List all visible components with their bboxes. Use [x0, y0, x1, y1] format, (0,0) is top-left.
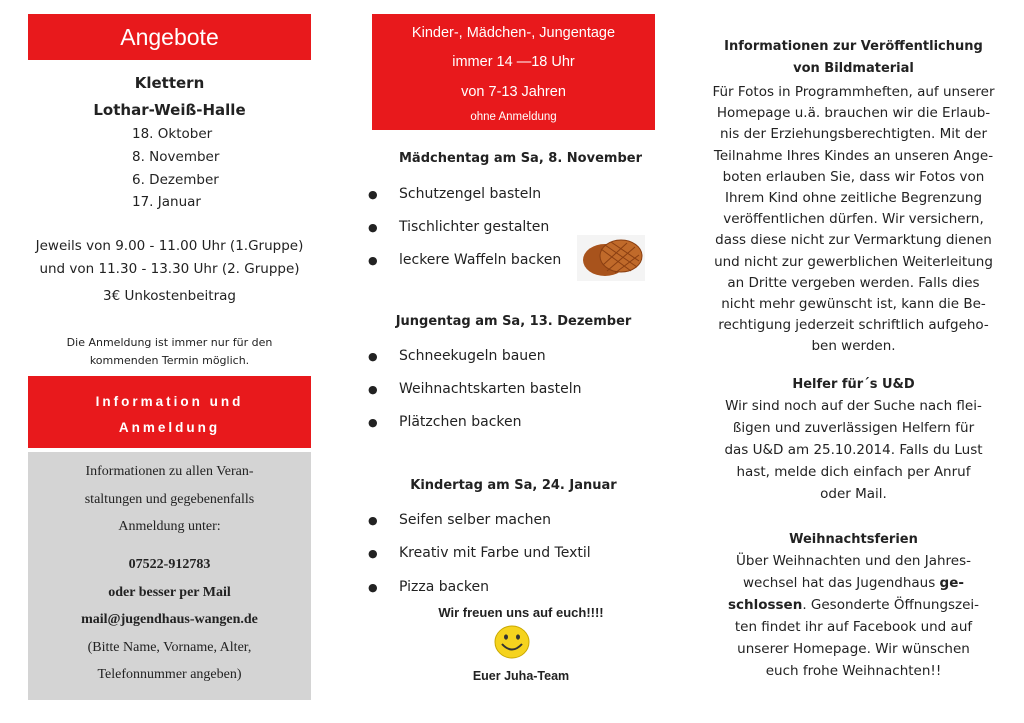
contact-hint: (Bitte Name, Vorname, Alter, — [87, 640, 252, 655]
column-angebote — [28, 0, 311, 723]
bullet-icon: ● — [368, 221, 378, 234]
contact-intro: staltungen und gegebenenfalls — [84, 492, 255, 507]
bullet-icon: ● — [368, 547, 378, 560]
date-item: 6. Dezember — [132, 172, 219, 188]
veroeff-title: von Bildmaterial — [793, 61, 914, 76]
phone-number[interactable]: 07522-912783 — [128, 557, 211, 572]
bullet-icon: ● — [368, 188, 378, 201]
paragraph-line: nicht mehr gewünscht ist, kann die Be- — [721, 296, 986, 312]
contact-intro: Informationen zu allen Veran- — [85, 464, 254, 479]
paragraph-line: Für Fotos in Programmheften, auf unserer — [712, 84, 995, 100]
date-item: 17. Januar — [132, 194, 201, 210]
contact-hint: Telefonnummer angeben) — [97, 667, 242, 682]
bullet-icon: ● — [368, 416, 378, 429]
ferien-line: schlossen. Gesonderte Öffnungszei- — [727, 597, 980, 613]
paragraph-line: an Dritte vergeben werden. Falls dies — [727, 274, 980, 291]
ferien-line: wechsel hat das Jugendhaus ge- — [743, 575, 964, 591]
section-title: Jungentag am Sa, 13. Dezember — [395, 314, 632, 329]
veroeff-title: Informationen zur Veröffentlichung — [724, 39, 983, 54]
info-anmeldung-banner — [28, 376, 311, 448]
banner-line: ohne Anmeldung — [470, 111, 557, 123]
banner-line: immer 14 —18 Uhr — [452, 54, 575, 70]
klettern-title: Klettern — [134, 74, 205, 92]
waffle-image — [577, 235, 645, 281]
helfer-title: Helfer für´s U&D — [792, 377, 915, 392]
bullet-icon: ● — [368, 254, 378, 267]
paragraph-line: euch frohe Weihnachten!! — [765, 663, 942, 679]
registration-note: kommenden Termin möglich. — [89, 354, 250, 367]
bullet-icon: ● — [368, 581, 378, 594]
banner-line: von 7-13 Jahren — [461, 84, 566, 100]
paragraph-line: oder Mail. — [820, 486, 887, 502]
paragraph-line: boten erlauben Sie, dass wir Fotos von — [722, 168, 985, 185]
paragraph-line: rechtigung jederzeit schriftlich aufgeho- — [718, 317, 989, 334]
fee: 3€ Unkostenbeitrag — [102, 288, 236, 304]
info-title-line: Information und — [95, 394, 244, 409]
paragraph-line: ßigen und zuverlässigen Helfern für — [732, 420, 975, 436]
paragraph-line: das U&D am 25.10.2014. Falls du Lust — [724, 442, 983, 458]
or-mail-text: oder besser per Mail — [108, 585, 231, 600]
paragraph-line: unserer Homepage. Wir wünschen — [737, 641, 970, 657]
paragraph-line: nis der Erziehungsberechtigten. Mit der — [719, 126, 987, 143]
section-title: Kindertag am Sa, 24. Januar — [410, 478, 617, 493]
angebote-banner — [28, 14, 311, 60]
paragraph-line: und nicht zur gewerblichen Weiterleitung — [714, 253, 993, 270]
banner-line: Kinder-, Mädchen-, Jungentage — [411, 25, 616, 41]
email-link[interactable]: mail@jugendhaus-wangen.de — [81, 612, 258, 627]
paragraph-line: Homepage u.ä. brauchen wir die Erlaub- — [716, 105, 991, 122]
contact-box — [28, 452, 311, 700]
paragraph-line: hast, melde dich einfach per Anruf — [736, 464, 971, 480]
kindertage-banner — [372, 14, 655, 130]
ferien-line: Über Weihnachten und den Jahres- — [736, 553, 971, 569]
paragraph-line: dass diese nicht zur Vermarktung dienen — [715, 232, 992, 249]
section-title: Mädchentag am Sa, 8. November — [398, 151, 642, 166]
smiley-icon — [493, 624, 531, 660]
date-item: 18. Oktober — [132, 126, 213, 142]
paragraph-line: ten findet ihr auf Facebook und auf — [734, 619, 973, 635]
column-kindertage: Kinder-, Mädchen-, Jungentage immer 14 —18 Uhr von 7-13 Jahren ohne Anmeldung Mädchentag am Sa, 8. November ● Schutzengel basteln ● Tischlichter gestalten ● leckere Waffeln backen Jungentag am Sa, 13. Dezember ● Schneekugeln bauen ● Weihnachtskarten basteln ● Plätzchen backen Kindertag am Sa, 24. Januar ● Seifen selber machen ● Kreativ mit Farbe und Textil ● Pizza backen Wir freuen uns auf euch!!!! Euer Juha-Team — [372, 0, 655, 723]
paragraph-line: Wir sind noch auf der Suche nach flei- — [725, 398, 982, 414]
team-signature: Euer Juha-Team — [472, 669, 570, 683]
times-line: Jeweils von 9.00 - 11.00 Uhr (1.Gruppe) — [35, 238, 304, 254]
times-line: und von 11.30 - 13.30 Uhr (2. Gruppe) — [39, 261, 300, 277]
paragraph-line: Teilnahme Ihres Kindes an unseren Ange- — [713, 147, 994, 164]
ferien-title: Weihnachtsferien — [789, 532, 918, 547]
closing-text: Wir freuen uns auf euch!!!! — [438, 605, 604, 620]
klettern-hall: Lothar-Weiß-Halle — [93, 101, 246, 119]
registration-note: Die Anmeldung ist immer nur für den — [66, 336, 273, 349]
paragraph-line: veröffentlichen dürfen. Wir versichern, — [723, 211, 984, 228]
contact-intro: Anmeldung unter: — [118, 519, 221, 534]
angebote-heading: Angebote — [120, 23, 219, 50]
bullet-icon: ● — [368, 350, 378, 363]
bullet-icon: ● — [368, 383, 378, 396]
date-item: 8. November — [132, 149, 220, 165]
info-title-line: Anmeldung — [118, 420, 221, 435]
paragraph-line: ben werden. — [811, 338, 896, 355]
bullet-icon: ● — [368, 514, 378, 527]
paragraph-line: Ihrem Kind ohne zeitliche Begrenzung — [724, 190, 983, 206]
column-info — [712, 0, 995, 723]
